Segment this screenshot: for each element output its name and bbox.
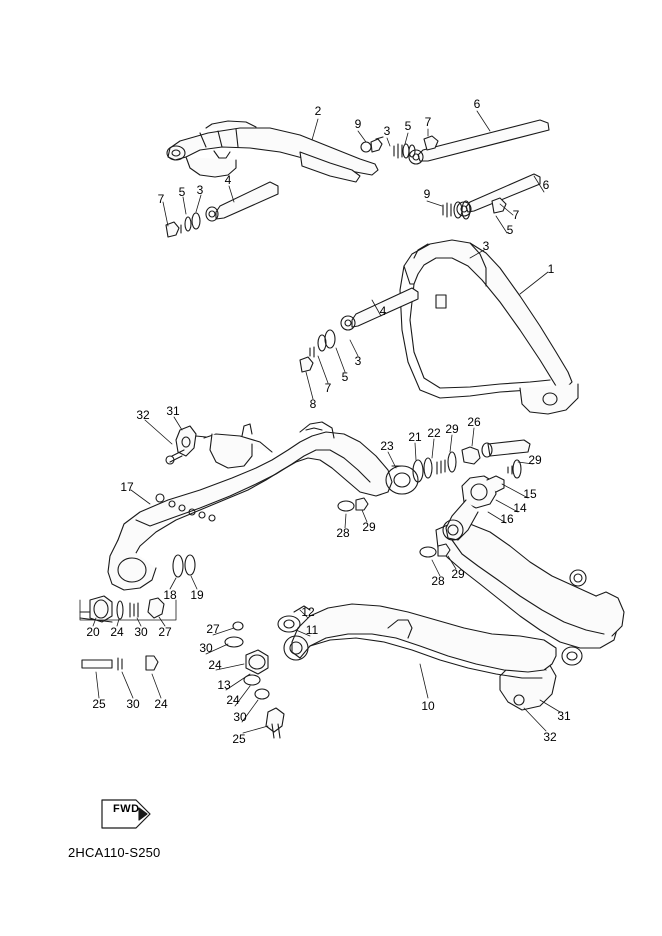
- callout-number: 10: [421, 699, 435, 713]
- callout-number: 1: [547, 262, 555, 276]
- callout-number: 18: [163, 588, 177, 602]
- callout-number: 32: [543, 730, 557, 744]
- callout-number: 32: [136, 408, 150, 422]
- callout-number: 30: [126, 697, 140, 711]
- callout-number: 5: [341, 370, 349, 384]
- link-hardware-upper: [386, 440, 530, 494]
- callout-number: 28: [336, 526, 350, 540]
- callout-number: 3: [196, 183, 204, 197]
- callout-number: 28: [431, 574, 445, 588]
- callout-number: 13: [217, 678, 231, 692]
- swingarm-main: [108, 422, 392, 590]
- callout-number: 7: [324, 381, 332, 395]
- callout-number: 23: [380, 439, 394, 453]
- callout-number: 17: [120, 480, 134, 494]
- callout-number: 29: [451, 567, 465, 581]
- callout-number: 3: [383, 124, 391, 138]
- callout-number: 4: [224, 173, 232, 187]
- lower-arm: [284, 604, 556, 678]
- callout-number: 7: [157, 192, 165, 206]
- callout-number: 2: [314, 104, 322, 118]
- callout-number: 27: [206, 622, 220, 636]
- callout-number: 30: [199, 641, 213, 655]
- callout-number: 7: [512, 208, 520, 222]
- callout-number: 16: [500, 512, 514, 526]
- callout-number: 24: [154, 697, 168, 711]
- fwd-direction-label: FWD: [113, 803, 140, 815]
- callout-number: 30: [233, 710, 247, 724]
- callout-number: 7: [424, 115, 432, 129]
- callout-number: 3: [482, 239, 490, 253]
- callout-number: 6: [473, 97, 481, 111]
- callout-number: 24: [110, 625, 124, 639]
- callout-number: 27: [158, 625, 172, 639]
- callout-number: 6: [542, 178, 550, 192]
- callout-number: 25: [232, 732, 246, 746]
- callout-number: 14: [513, 501, 527, 515]
- callout-number: 5: [178, 185, 186, 199]
- callout-number: 25: [92, 697, 106, 711]
- callout-number: 20: [86, 625, 100, 639]
- small-hardware-left: [338, 498, 450, 557]
- callout-number: 30: [134, 625, 148, 639]
- callout-number: 3: [354, 354, 362, 368]
- callout-number: 31: [166, 404, 180, 418]
- callout-number: 29: [445, 422, 459, 436]
- swingarm-right-rear: [436, 524, 624, 710]
- callout-number: 8: [309, 397, 317, 411]
- callout-number: 29: [528, 453, 542, 467]
- callout-number: 22: [427, 426, 441, 440]
- callout-number: 21: [408, 430, 422, 444]
- callout-number: 9: [354, 117, 362, 131]
- callout-number: 29: [362, 520, 376, 534]
- callout-number: 11: [305, 623, 319, 637]
- left-bracket: [166, 426, 196, 464]
- callout-number: 9: [423, 187, 431, 201]
- callout-number: 31: [557, 709, 571, 723]
- callout-number: 24: [208, 658, 222, 672]
- bearing-stack: [173, 555, 195, 577]
- callout-number: 5: [506, 223, 514, 237]
- callout-number: 5: [404, 119, 412, 133]
- callout-number: 4: [379, 304, 387, 318]
- callout-number: 15: [523, 487, 537, 501]
- callout-number: 12: [301, 605, 315, 619]
- upper-arm-left: [167, 121, 382, 182]
- callout-number: 19: [190, 588, 204, 602]
- part-code-label: 2HCA110-S250: [68, 845, 161, 860]
- callout-number: 26: [467, 415, 481, 429]
- callout-number: 24: [226, 693, 240, 707]
